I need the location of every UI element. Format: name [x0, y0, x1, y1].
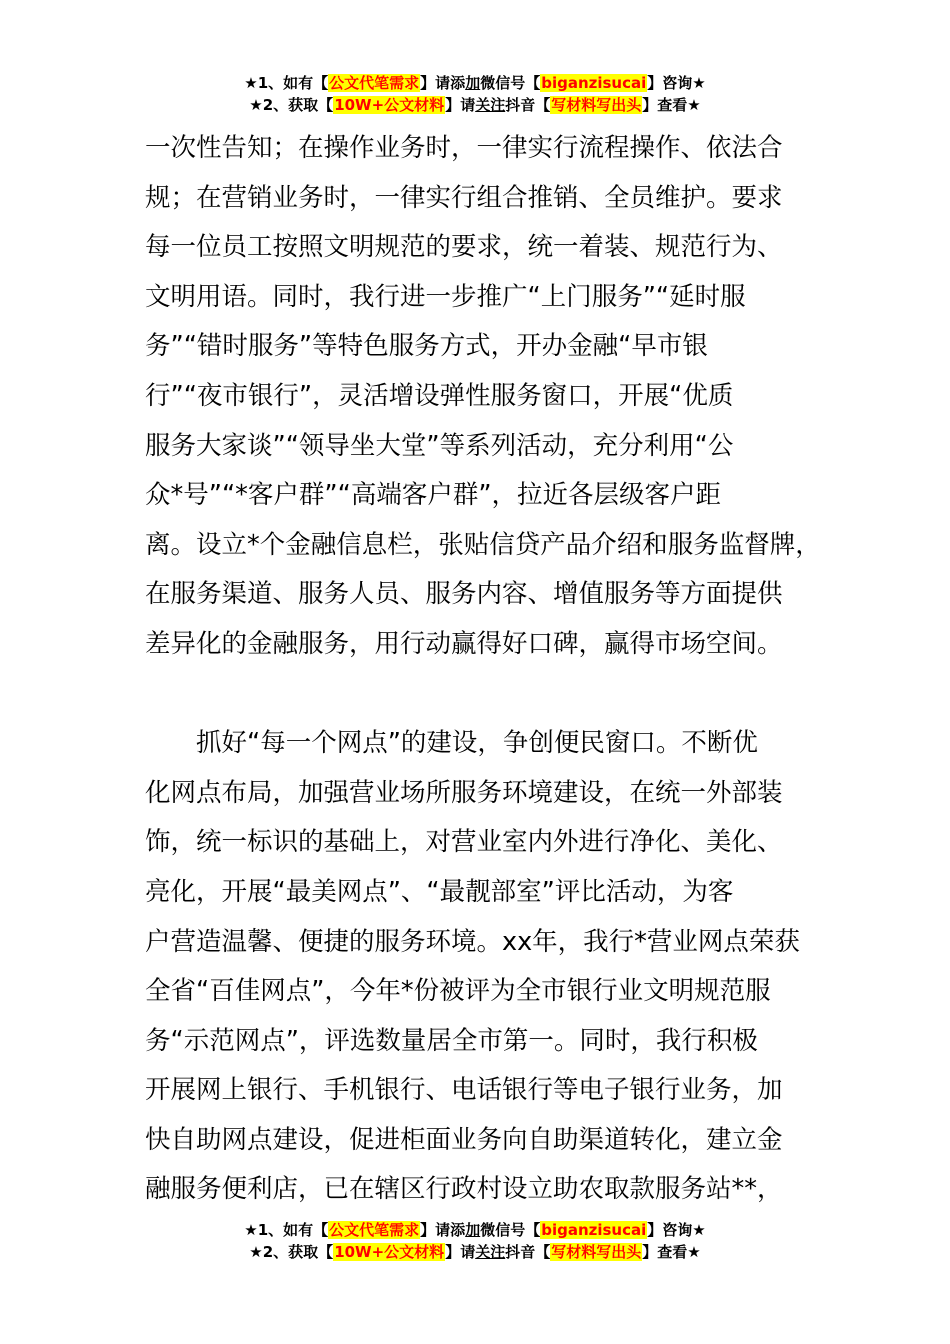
banner-text: 】咨询★	[647, 1221, 706, 1239]
banner-text-emphasis: 关注	[475, 96, 506, 114]
banner-line-2	[0, 1241, 950, 1263]
banner-text: 】咨询★	[647, 74, 706, 92]
banner-text-emphasis: 加	[465, 74, 481, 92]
body-line: 开展网上银行、手机银行、电话银行等电子银行业务，加	[145, 1075, 783, 1106]
body-line: 行”“夜市银行”，灵活增设弹性服务窗口，开展“优质	[145, 380, 734, 411]
body-line: 务”“错时服务”等特色服务方式，开办金融“早市银	[145, 331, 708, 362]
banner-text: ★2、获取【	[249, 96, 334, 114]
banner-line-1	[0, 1219, 950, 1241]
banner-highlight-materials: 10W+公文材料	[334, 1243, 445, 1261]
body-line: 众*号”“*客户群”“高端客户群”，拉近各层级客户距	[145, 480, 722, 511]
banner-text: 微信号【	[480, 74, 541, 92]
banner-text: 】请添	[420, 1221, 466, 1239]
body-line: 化网点布局，加强营业场所服务环境建设，在统一外部装	[145, 777, 783, 808]
banner-text: 微信号【	[480, 1221, 541, 1239]
body-line: 全省“百佳网点”，今年*份被评为全市银行业文明规范服	[145, 976, 771, 1007]
banner-text: ★2、获取【	[249, 1243, 334, 1261]
banner-text: 抖音【	[505, 96, 551, 114]
body-line: 饰，统一标识的基础上，对营业室内外进行净化、美化、	[145, 827, 783, 858]
body-line: 融服务便利店，已在辖区行政村设立助农取款服务站**，	[145, 1174, 783, 1205]
body-line: 一次性告知；在操作业务时，一律实行流程操作、依法合	[145, 133, 783, 163]
banner-highlight-materials: 10W+公文材料	[334, 96, 445, 114]
body-line: 差异化的金融服务，用行动赢得好口碑，赢得市场空间。	[145, 628, 783, 659]
body-line: 户营造温馨、便捷的服务环境。xx年，我行*营业网点荣获	[145, 926, 800, 957]
body-line: 服务大家谈”“领导坐大堂”等系列活动，充分利用“公	[145, 430, 734, 461]
body-line: 务“示范网点”，评选数量居全市第一。同时，我行积极	[145, 1025, 758, 1056]
banner-highlight-service: 公文代笔需求	[329, 74, 420, 92]
document-body	[145, 124, 825, 1215]
banner-text: ★1、如有【	[244, 74, 329, 92]
header-banner	[0, 72, 950, 116]
body-line: 快自助网点建设，促进柜面业务向自助渠道转化，建立金	[145, 1124, 783, 1155]
banner-text: 】查看★	[642, 1243, 701, 1261]
body-line: 文明用语。同时，我行进一步推广“上门服务”“延时服	[145, 281, 746, 312]
banner-highlight-wechat: biganzisucai	[541, 1221, 647, 1239]
footer-banner	[0, 1219, 950, 1263]
banner-highlight-douyin: 写材料写出头	[551, 96, 642, 114]
banner-line-1	[0, 72, 950, 94]
banner-text-emphasis: 关注	[475, 1243, 506, 1261]
body-line: 亮化，开展“最美网点”、“最靓部室”评比活动，为客	[145, 876, 734, 907]
body-line: 离。设立*个金融信息栏，张贴信贷产品介绍和服务监督牌，	[145, 529, 821, 560]
banner-highlight-douyin: 写材料写出头	[551, 1243, 642, 1261]
banner-text: 】查看★	[642, 96, 701, 114]
banner-text-emphasis: 加	[465, 1221, 481, 1239]
banner-text: ★1、如有【	[244, 1221, 329, 1239]
banner-text: 】请	[445, 1243, 476, 1261]
banner-text: 抖音【	[505, 1243, 551, 1261]
banner-text: 】请	[445, 96, 476, 114]
banner-line-2	[0, 94, 950, 116]
body-line: 抓好“每一个网点”的建设，争创便民窗口。不断优	[145, 728, 758, 759]
body-line: 规；在营销业务时，一律实行组合推销、全员维护。要求	[145, 182, 783, 213]
body-line: 在服务渠道、服务人员、服务内容、增值服务等方面提供	[145, 579, 783, 610]
body-line: 每一位员工按照文明规范的要求，统一着装、规范行为、	[145, 232, 783, 263]
banner-highlight-service: 公文代笔需求	[329, 1221, 420, 1239]
banner-text: 】请添	[420, 74, 466, 92]
banner-highlight-wechat: biganzisucai	[541, 74, 647, 92]
